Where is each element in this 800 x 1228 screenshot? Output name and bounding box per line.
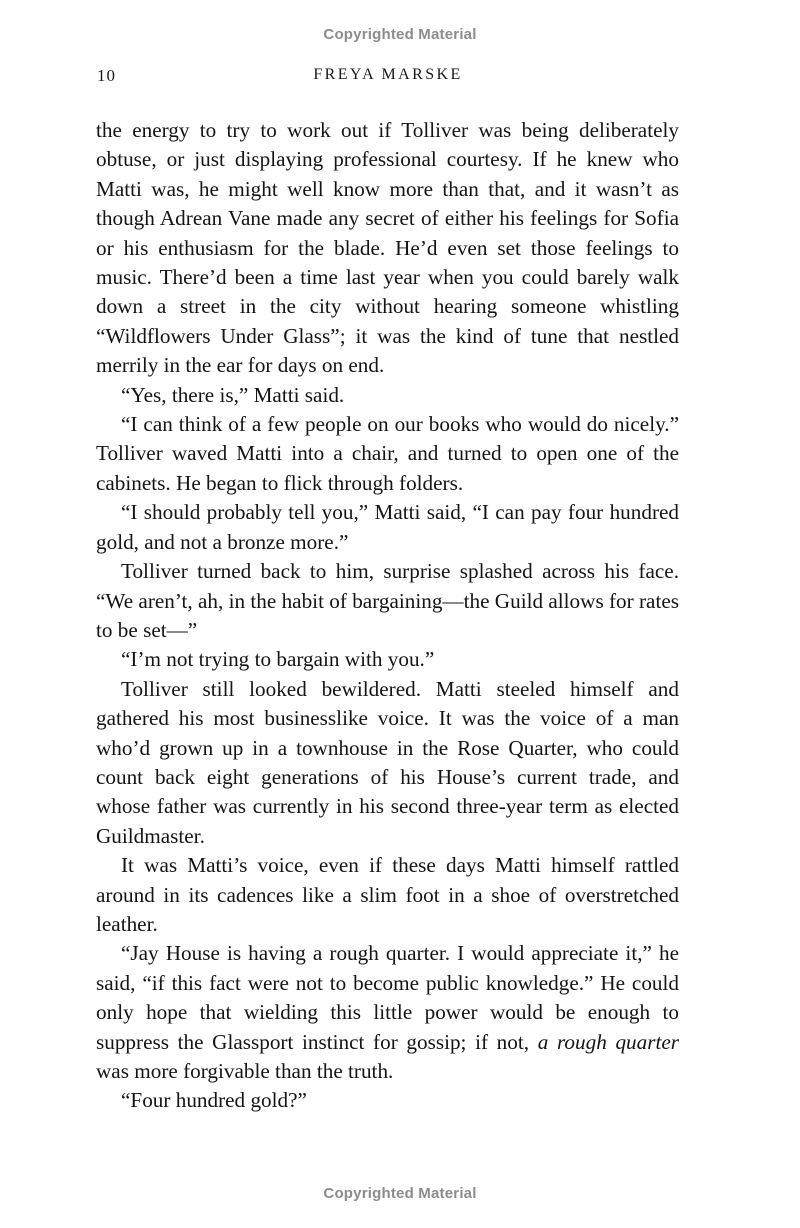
italic-phrase: a rough quarter — [537, 1029, 680, 1054]
paragraph: It was Matti’s voice, even if these days Matti himself rattled around in its cadences like a slim foot in a shoe of overstretched leather. — [96, 853, 679, 936]
paragraph: the energy to try to work out if Tolliver was being deliberately obtuse, or just displaying professional courtesy. If he knew who Matti was, he might well know more than that, and it wasn’t as though Adrean Vane made any secret of either his feelings for Sofia or his enthusiasm for the blade. He’d even set those feelings to music. There’d been a time last year when you could barely walk down a street in the city without hearing someone whistling “Wildflowers Under Glass”; it was the kind of tune that nestled merrily in the ear for days on end. — [96, 118, 679, 378]
paragraph-text: “Jay House is having a rough quarter. I would appreciate it,” he said, “if this fact were not to become public knowledge.” He could only hope that wielding this little power would be enough to suppress the Glassport instinct for gossip; if not, — [96, 941, 679, 1054]
copyright-watermark-bottom: Copyrighted Material — [323, 1185, 477, 1202]
paragraph: “Four hundred gold?” — [121, 1088, 307, 1113]
author-name: FREYA MARSKE — [313, 66, 463, 83]
paragraph: “I can think of a few people on our books who would do nicely.” Tolliver waved Matti into a chair, and turned to open one of the cabinets. He began to flick through folders. — [96, 412, 679, 495]
paragraph — [96, 939, 679, 1086]
paragraph-text: was more forgivable than the truth. — [96, 1059, 394, 1083]
paragraph: Tolliver turned back to him, surprise splashed across his face. “We aren’t, ah, in the habit of bargaining—the Guild allows for rates to be set—” — [96, 559, 679, 642]
paragraph: “I should probably tell you,” Matti said, “I can pay four hundred gold, and not a bronze more.” — [96, 500, 679, 554]
running-head — [97, 66, 679, 90]
paragraph: Tolliver still looked bewildered. Matti steeled himself and gathered his most businesslike voice. It was the voice of a man who’d grown up in a townhouse in the Rose Quarter, who could count back eight generations of his House’s current trade, and whose father was currently in his second three-year term as elected Guildmaster. — [96, 676, 679, 848]
page-number: 10 — [97, 66, 116, 85]
paragraph: “Yes, there is,” Matti said. — [121, 382, 345, 407]
copyright-watermark-top: Copyrighted Material — [323, 26, 477, 43]
body-text — [96, 116, 679, 1116]
paragraph: “I’m not trying to bargain with you.” — [121, 647, 435, 672]
